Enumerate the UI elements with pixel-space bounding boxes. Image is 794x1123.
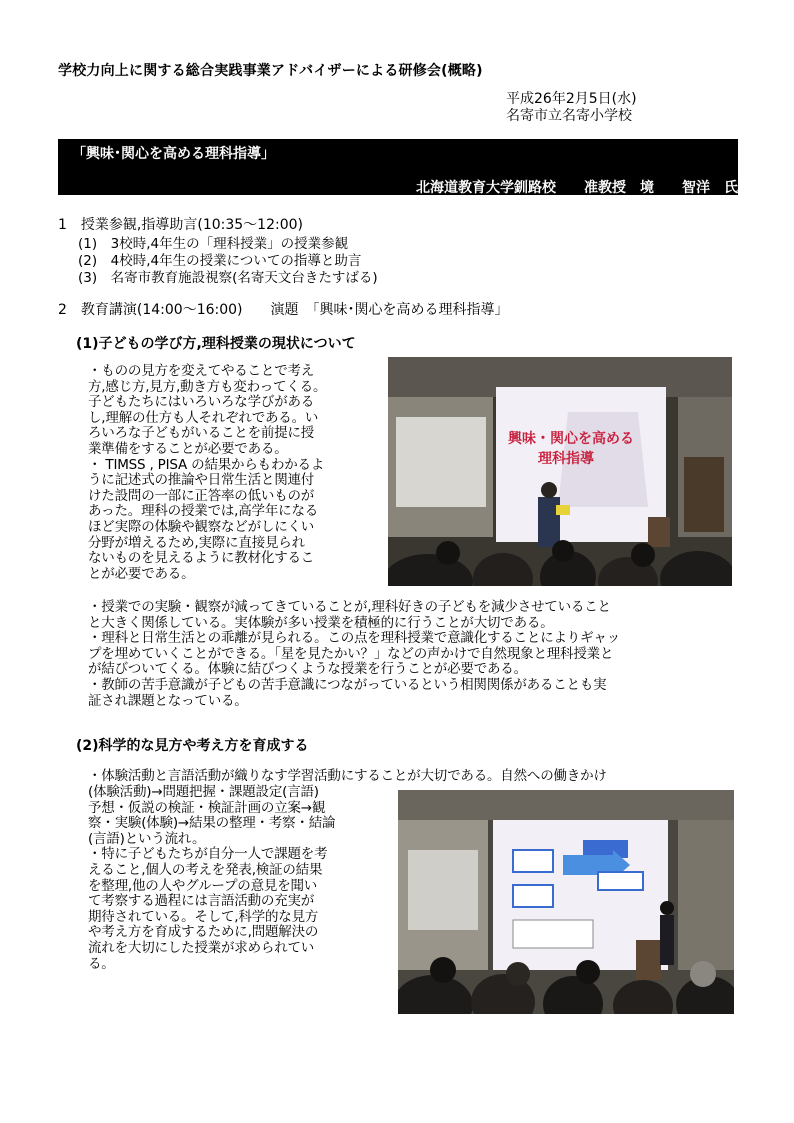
text-line: 期待されている。そして,科学的な見方 <box>88 908 319 925</box>
text-line: ・教師の苦手意識が子どもの苦手意識につながっているという相関関係があることも実 <box>88 676 607 693</box>
text-line: ほど実際の体験や観察などがしにくい <box>88 518 315 535</box>
text-line: (言語)という流れ。 <box>88 830 206 847</box>
lecture-photo-2 <box>398 790 734 1014</box>
date: 平成26年2月5日(水) <box>506 91 637 107</box>
sub1-heading: (1)子どもの学び方,理科授業の現状について <box>76 336 356 352</box>
text-line: えること,個人の考えを発表,検証の結果 <box>88 861 323 878</box>
text-line: て考察する過程には言語活動の充実が <box>88 893 315 910</box>
lecture-photo-1 <box>388 357 732 586</box>
lecturer-line: 北海道教育大学釧路校 准教授 境 智洋 氏 <box>416 180 738 196</box>
text-line: 分野が増えるため,実際に直接見られ <box>88 534 305 551</box>
slide-title-line2: 理科指導 <box>538 451 594 467</box>
text-line: ・特に子どもたちが自分一人で課題を考 <box>88 846 328 863</box>
text-line: 予想・仮説の検証・検証計画の立案→観 <box>88 799 326 816</box>
text-line: 方,感じ方,見方,動き方も変わってくる。 <box>88 378 327 395</box>
date-block <box>506 91 637 125</box>
text-line: 証され課題となっている。 <box>88 692 248 709</box>
sub1-narrow-text <box>88 364 388 582</box>
text-line: を整理,他の人やグループの意見を聞い <box>88 877 318 894</box>
sub2-narrow-text <box>88 785 398 972</box>
text-line: 流れを大切にした授業が求められてい <box>88 939 315 956</box>
text-line: ・ TIMSS , PISA の結果からもわかるよ <box>88 456 325 473</box>
text-line: 察・実験(体験)→結果の整理・考察・結論 <box>88 815 336 832</box>
text-line: る。 <box>88 955 115 972</box>
text-line: けた設問の一部に正答率の低いものが <box>88 487 315 504</box>
text-line: が結びついてくる。体験に結びつくような授業を行うことが必要である。 <box>88 661 527 678</box>
section1-item-1: (1) 3校時,4年生の「理科授業」の授業参観 <box>78 236 349 252</box>
text-line: 子どもたちにはいろいろな学びがある <box>88 394 315 411</box>
text-line: ・理科と日常生活との乖離が見られる。この点を理科授業で意識化することによりギャッ <box>88 630 620 647</box>
text-line: ろいろな子どもがいることを前提に授 <box>88 425 315 442</box>
topic-banner <box>58 139 738 195</box>
school-name: 名寄市立名寄小学校 <box>506 108 632 124</box>
text-line: うに記述式の推論や日常生活と関連付 <box>88 472 315 489</box>
slide-title-line1: 興味・関心を高める <box>508 431 634 447</box>
sub2-heading: (2)科学的な見方や考え方を育成する <box>76 738 309 754</box>
text-line: とが必要である。 <box>88 565 195 582</box>
section1-item-2: (2) 4校時,4年生の授業についての指導と助言 <box>78 253 362 269</box>
text-line: プを埋めていくことができる。「星を見たかい？」などの声かけで自然現象と理科授業と <box>88 645 614 662</box>
text-line: ないものを見えるように教材化するこ <box>88 550 315 567</box>
text-line: し,理解の仕方も人それぞれである。い <box>88 409 319 426</box>
text-line: 業準備をすることが必要である。 <box>88 440 288 457</box>
sub2-wide-line: ・体験活動と言語活動が織りなす学習活動にすることが大切である。自然への働きかけ <box>88 768 607 784</box>
section2-heading: 2 教育講演(14:00〜16:00) 演題 「興味･関心を高める理科指導」 <box>58 302 509 318</box>
section1-item-3: (3) 名寄市教育施設視察(名寄天文台きたすばる) <box>78 270 378 286</box>
text-line: ・授業での実験・観察が減ってきていることが,理科好きの子どもを減少させていること <box>88 599 611 615</box>
document-title: 学校力向上に関する総合実践事業アドバイザーによる研修会(概略) <box>58 63 483 79</box>
banner-title: 「興味･関心を高める理科指導」 <box>72 146 275 162</box>
text-line: (体験活動)→問題把握・課題設定(言語) <box>88 784 319 800</box>
sub1-wide-text <box>88 600 748 709</box>
section1-heading: 1 授業参観,指導助言(10:35〜12:00) <box>58 217 303 233</box>
text-line: あった。理科の授業では,高学年になる <box>88 503 319 520</box>
text-line: や考え方を育成するために,問題解決の <box>88 924 319 941</box>
text-line: ・ものの見方を変えてやることで考え <box>88 363 315 379</box>
text-line: と大きく関係している。実体験が多い授業を積極的に行うことが大切である。 <box>88 614 554 631</box>
